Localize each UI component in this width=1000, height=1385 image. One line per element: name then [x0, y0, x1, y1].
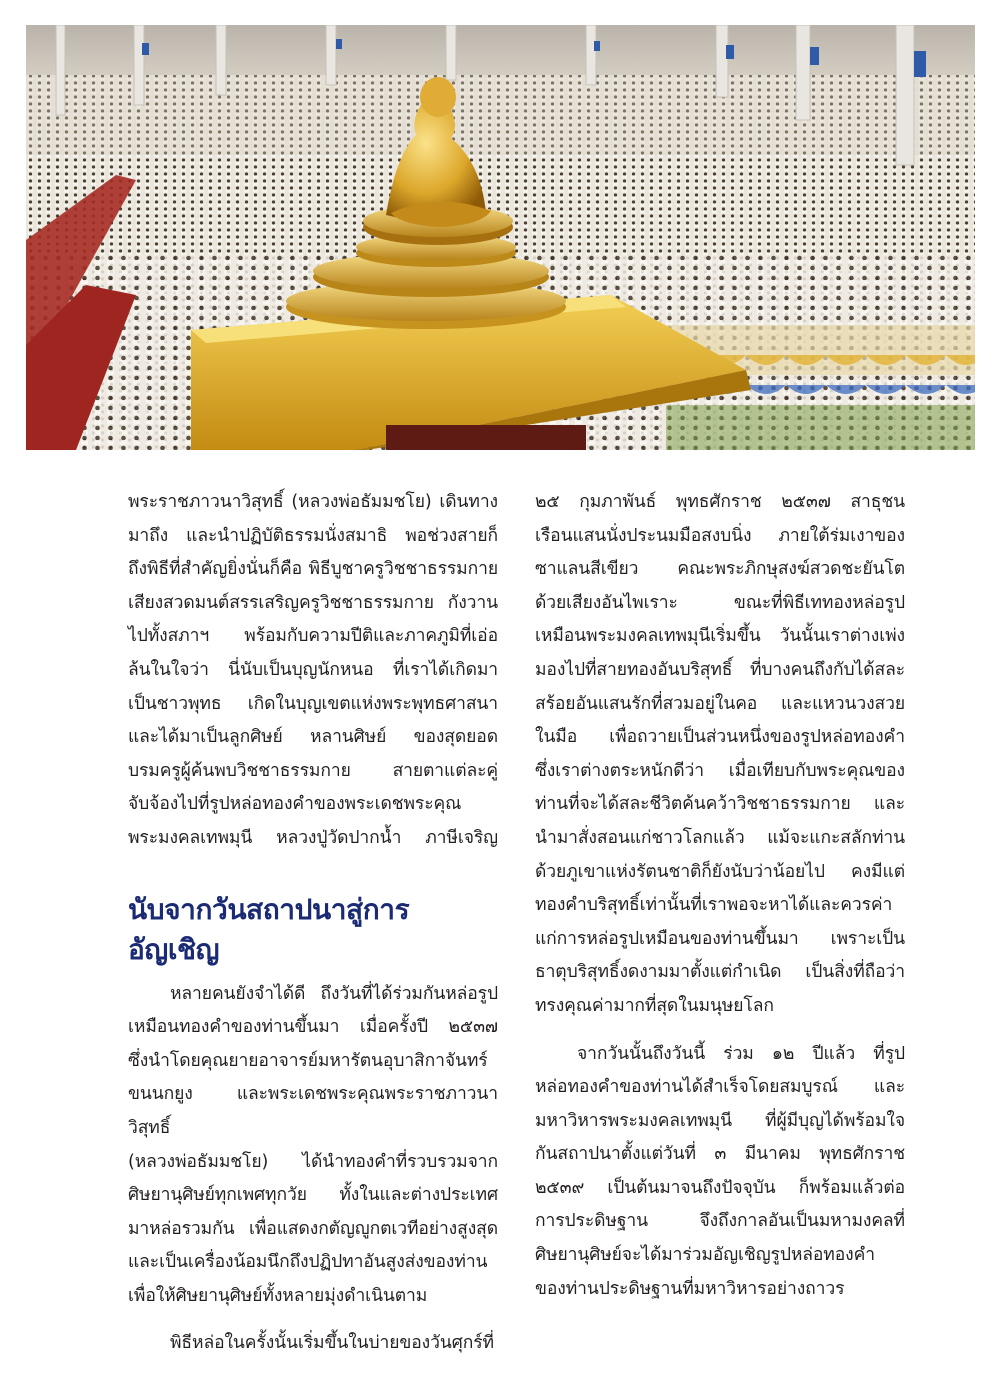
- right-p2-line: หล่อทองคำของท่านได้สำเร็จโดยสมบูรณ์ และ: [535, 1077, 905, 1098]
- right-p2-line: การประดิษฐาน จึงถึงกาลอันเป็นมหามงคลที่: [535, 1211, 905, 1232]
- left-p2-line: ขนนกยูง และพระเดชพระคุณพระราชภาวนาวิสุทธิ์: [128, 1084, 498, 1138]
- left-p1-line: เสียงสวดมนต์สรรเสริญครูวิชชาธรรมกาย กังวาน: [128, 592, 498, 613]
- right-column: [535, 486, 905, 1306]
- left-p2-line: และเป็นเครื่องน้อมนึกถึงปฏิปทาอันสูงส่งของท่าน: [128, 1252, 488, 1273]
- section-heading: นับจากวันสถาปนาสู่การอัญเชิญ: [128, 892, 410, 966]
- left-p1-line: บรมครูผู้ค้นพบวิชชาธรรมกาย สายตาแต่ละคู่: [128, 760, 498, 781]
- left-p1-line: มาถึง และนำปฏิบัติธรรมนั่งสมาธิ พอช่วงสายก็: [128, 525, 498, 546]
- left-p2-line: หลายคนยังจำได้ดี ถึงวันที่ได้ร่วมกันหล่อรูป: [170, 983, 498, 1004]
- right-p2-line: ศิษยานุศิษย์จะได้มาร่วมอัญเชิญรูปหล่อทองคำ: [535, 1245, 876, 1266]
- left-p1-line: จับจ้องไปที่รูปหล่อทองคำของพระเดชพระคุณ: [128, 794, 462, 815]
- left-p2-line: (หลวงพ่อธัมมชโย) ได้นำทองคำที่รวบรวมจาก: [128, 1151, 498, 1172]
- left-p3-line: พิธีหล่อในครั้งนั้นเริ่มขึ้นในบ่ายของวันศุกร์ที่: [170, 1333, 494, 1354]
- right-p2-line: ของท่านประดิษฐานที่มหาวิหารอย่างถาวร: [535, 1278, 845, 1299]
- right-p2-line: มหาวิหารพระมงคลเทพมุนี ที่ผู้มีบุญได้พร้อมใจ: [535, 1110, 905, 1131]
- left-p1-line: พระมงคลเทพมุนี หลวงปู่วัดปากน้ำ ภาษีเจริญ: [128, 827, 498, 848]
- left-p1-line: และได้มาเป็นลูกศิษย์ หลานศิษย์ ของสุดยอด: [128, 727, 498, 748]
- right-p1-line: ด้วยเสียงอันไพเราะ ขณะที่พิธีเททองหล่อรูป: [535, 592, 905, 613]
- right-p1-line: ด้วยภูเขาแห่งรัตนชาติก็ยังนับว่าน้อยไป คงมีแต่: [535, 861, 905, 882]
- right-p1-line: ซึ่งเราต่างตระหนักดีว่า เมื่อเทียบกับพระคุณของ: [535, 760, 905, 781]
- right-p1-line: มองไปที่สายทองอันบริสุทธิ์ ที่บางคนถึงกับได้สละ: [535, 659, 905, 680]
- left-p1-line: ล้นในใจว่า นี่นับเป็นบุญนักหนอ ที่เราได้เกิดมา: [128, 659, 498, 680]
- left-p1-line: เป็นชาวพุทธ เกิดในบุญเขตแห่งพระพุทธศาสนา: [128, 693, 498, 714]
- photo-illustration: [26, 25, 975, 450]
- right-p1-line: เรือนแสนนั่งประนมมือสงบนิ่ง ภายใต้ร่มเงาของ: [535, 525, 905, 546]
- left-p2-line: มาหล่อรวมกัน เพื่อแสดงกตัญญูกตเวทีอย่างสูงสุด: [128, 1218, 498, 1239]
- left-p1-line: ไปทั้งสภาฯ พร้อมกับความปีติและภาคภูมิที่เอ่อ: [128, 626, 498, 647]
- right-p1-line: ในมือ เพื่อถวายเป็นส่วนหนึ่งของรูปหล่อทองคำ: [535, 727, 905, 748]
- golden-statue-photo: [26, 25, 975, 450]
- left-p2-line: เพื่อให้ศิษยานุศิษย์ทั้งหลายมุ่งดำเนินตาม: [128, 1285, 428, 1306]
- right-p2-line: กันสถาปนาตั้งแต่วันที่ ๓ มีนาคม พุทธศักราช: [535, 1144, 905, 1165]
- right-p1-line: ทรงคุณค่ามากที่สุดในมนุษยโลก: [535, 995, 774, 1016]
- left-p2-line: ศิษยานุศิษย์ทุกเพศทุกวัย ทั้งในและต่างประเทศ: [128, 1185, 498, 1206]
- left-column: [128, 486, 498, 1361]
- right-p1-line: ทองคำบริสุทธิ์เท่านั้นที่เราพอจะหาได้และควรค่า: [535, 895, 893, 916]
- right-p1-line: นำมาสั่งสอนแก่ชาวโลกแล้ว แม้จะแกะสลักท่าน: [535, 827, 905, 848]
- right-p1-line: ท่านที่จะได้สละชีวิตค้นคว้าวิชชาธรรมกาย และ: [535, 794, 905, 815]
- left-p1-line: พระราชภาวนาวิสุทธิ์ (หลวงพ่อธัมมชโย) เดินทาง: [128, 492, 498, 512]
- right-p1-line: ๒๕ กุมภาพันธ์ พุทธศักราช ๒๕๓๗ สาธุชน: [535, 492, 905, 512]
- left-p2-line: เหมือนทองคำของท่านขึ้นมา เมื่อครั้งปี ๒๕๓๗: [128, 1017, 498, 1038]
- right-p1-line: สร้อยอันแสนรักที่สวมอยู่ในคอ และแหวนวงสวย: [535, 693, 905, 714]
- right-p1-line: เหมือนพระมงคลเทพมุนีเริ่มขึ้น วันนั้นเราต่างเพ่ง: [535, 626, 905, 647]
- right-p1-line: ซาแลนสีเขียว คณะพระภิกษุสงฆ์สวดชะยันโต: [535, 559, 905, 580]
- right-p1-line: แก่การหล่อรูปเหมือนของท่านขึ้นมา เพราะเป็น: [535, 928, 905, 949]
- left-p2-line: ซึ่งนำโดยคุณยายอาจารย์มหารัตนอุบาสิกาจันทร์: [128, 1050, 488, 1071]
- left-p1-line: ถึงพิธีที่สำคัญยิ่งนั่นก็คือ พิธีบูชาครูวิชชาธรรมกาย: [128, 559, 498, 580]
- right-p2-line: จากวันนั้นถึงวันนี้ ร่วม ๑๒ ปีแล้ว ที่รูป: [577, 1043, 905, 1064]
- right-p2-line: ๒๕๓๙ เป็นต้นมาจนถึงปัจจุบัน ก็พร้อมแล้วต่อ: [535, 1177, 905, 1198]
- right-p1-line: ธาตุบริสุทธิ์งดงามมาตั้งแต่กำเนิด เป็นสิ่งที่ถือว่า: [535, 962, 905, 983]
